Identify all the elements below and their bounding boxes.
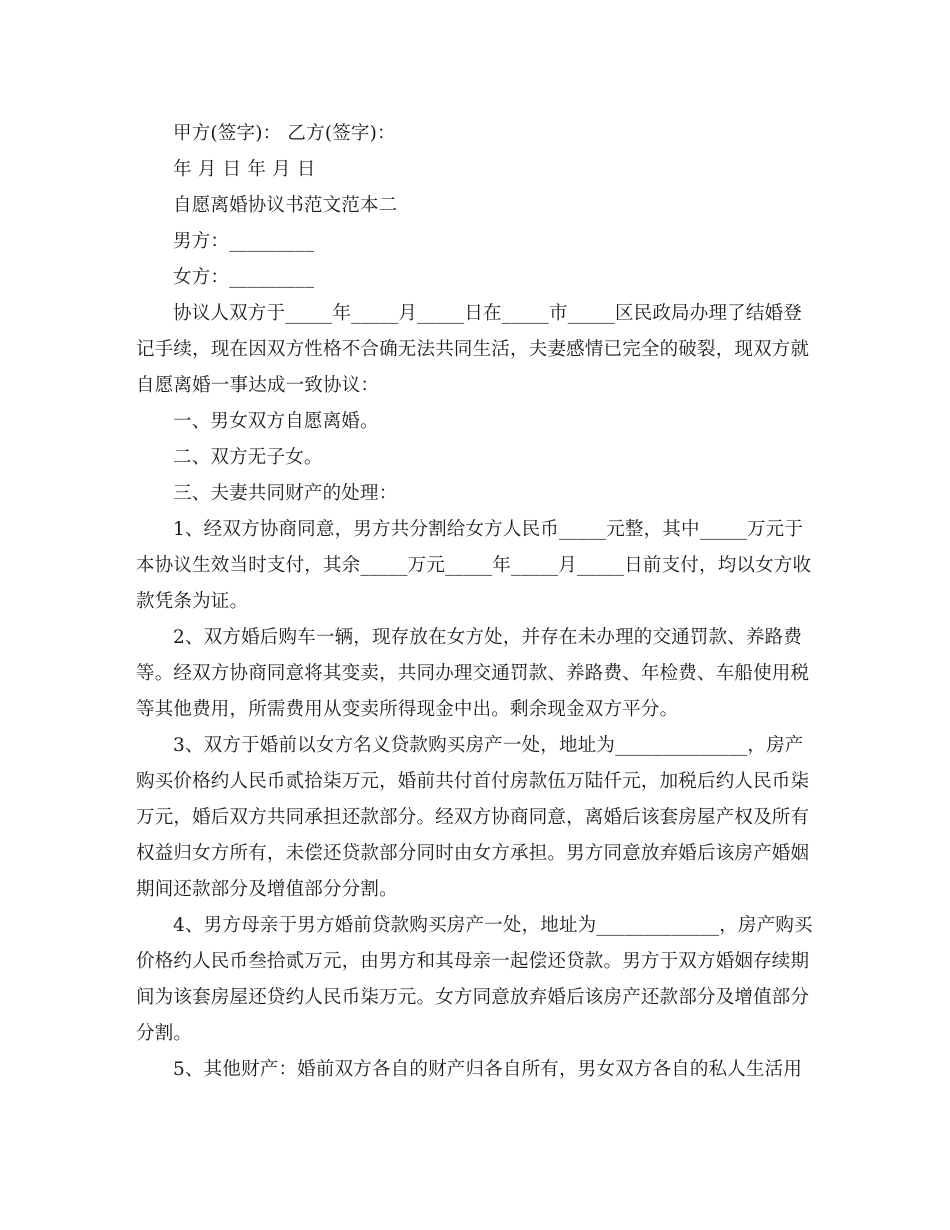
property-item-1: 1、经双方协商同意，男方共分割给女方人民币_____元整，其中_____万元于本协议生效当时支付，其余_____万元_____年_____月_____日前支付，均以女方收款凭条为证。 [136, 519, 812, 612]
intro-paragraph: 协议人双方于_____年_____月_____日在_____市_____区民政局办理了结婚登记手续，现在因双方性格不合确无法共同生活，夫妻感情已完全的破裂，现双方就自愿离婚一事达成一致协议： [136, 303, 810, 396]
property-item-4: 4、男方母亲于男方婚前贷款购买房产一处，地址为_____________，房产购买价格约人民币叁拾贰万元，由男方和其母亲一起偿还贷款。男方于双方婚姻存续期间为该套房屋还贷约人民币柒万元。女方同意放弃婚后该房产还款部分及增值部分分割。 [136, 915, 813, 1044]
male-party-line: 男方：_________ [173, 231, 315, 252]
signature-line: 甲方(签字)： 乙方(签字)： [173, 123, 396, 144]
property-item-2: 2、双方婚后购车一辆，现存放在女方处，并存在未办理的交通罚款、养路费等。经双方协商同意将其变卖，共同办理交通罚款、养路费、年检费、车船使用税等其他费用，所需费用从变卖所得现金中出。剩余现金双方平分。 [136, 627, 810, 720]
property-item-3: 3、双方于婚前以女方名义贷款购买房产一处，地址为______________，房产购买价格约人民币贰拾柒万元，婚前共付首付房款伍万陆仟元，加税后约人民币柒万元，婚后双方共同承担还款部分。经双方协商同意，离婚后该套房屋产权及所有权益归女方所有，未偿还贷款部分同时由女方承担。男方同意放弃婚后该房产婚姻期间还款部分及增值部分分割。 [136, 735, 810, 900]
date-line: 年 月 日 年 月 日 [173, 159, 316, 180]
female-party-line: 女方：_________ [173, 267, 315, 288]
clause-2: 二、双方无子女。 [173, 447, 323, 468]
clause-3-heading: 三、夫妻共同财产的处理： [173, 483, 398, 504]
property-item-5: 5、其他财产：婚前双方各自的财产归各自所有，男女双方各自的私人生活用 [173, 1059, 803, 1080]
clause-1: 一、男女双方自愿离婚。 [173, 411, 379, 432]
document-title: 自愿离婚协议书范文范本二 [173, 195, 398, 216]
